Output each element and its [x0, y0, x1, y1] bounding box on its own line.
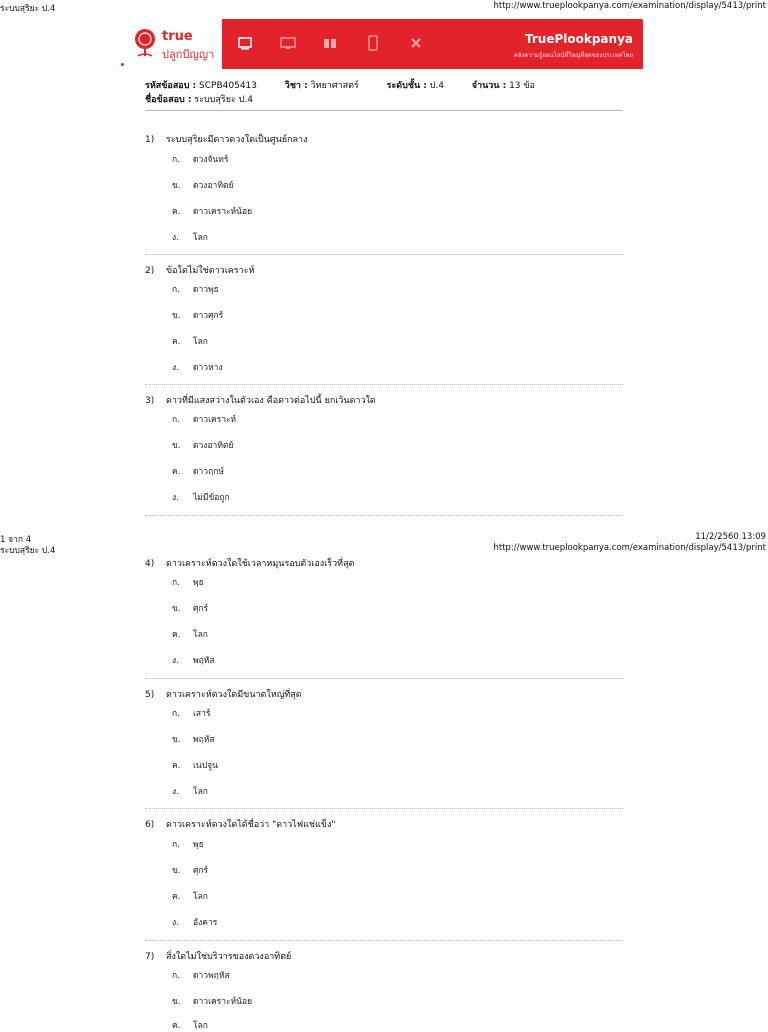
book-icon[interactable] — [321, 34, 339, 52]
choice-c[interactable]: ค. โลก — [172, 892, 208, 902]
choice-b[interactable]: ข. ดวงอาทิตย์ — [172, 441, 234, 451]
level-value: ป.4 — [429, 81, 445, 91]
question-number: 6) — [145, 820, 155, 830]
cross-icon[interactable] — [407, 34, 425, 52]
choice-b[interactable]: ข. ศุกร์ — [172, 604, 209, 614]
count-label: จำนวน : — [471, 81, 507, 91]
divider — [145, 678, 623, 679]
choice-d[interactable]: ง. ดาวหาง — [172, 363, 223, 373]
choice-d[interactable]: ง. ไม่มีข้อถูก — [172, 493, 230, 503]
level-label: ระดับชั้น : — [386, 81, 427, 91]
choice-c[interactable]: ค. โลก — [172, 337, 208, 347]
choice-b[interactable]: ข. พฤหัส — [172, 735, 215, 745]
question-number: 2) — [145, 266, 155, 276]
count-value: 13 ข้อ — [509, 81, 535, 91]
choice-b[interactable]: ข. ศุกร์ — [172, 866, 209, 876]
question-2 — [145, 263, 623, 373]
divider — [145, 940, 623, 941]
question-text: สิ่งใดไม่ใช่บริวารของดวงอาทิตย์ — [166, 952, 292, 962]
question-text: ระบบสุริยะมีดาวดวงใดเป็นศูนย์กลาง — [166, 135, 308, 145]
choice-c[interactable]: ค. โลก — [172, 1021, 208, 1031]
print-header-title: ระบบสุริยะ ป.4 — [0, 4, 56, 14]
code-label: รหัสข้อสอบ : — [145, 81, 197, 91]
question-5 — [145, 687, 623, 797]
banner-nav-bar — [222, 19, 643, 69]
logo[interactable] — [122, 19, 222, 69]
question-3 — [145, 393, 623, 503]
choice-d[interactable]: ง. พฤหัส — [172, 656, 215, 666]
question-text: ข้อใดไม่ใช่ดาวเคราะห์ — [166, 266, 255, 276]
question-number: 1) — [145, 135, 155, 145]
logo-true-text: true — [162, 29, 193, 44]
print-header-url[interactable]: http://www.trueplookpanya.com/examination/display/5413/print — [493, 1, 766, 11]
choice-a[interactable]: ก. ดาวเคราะห์ — [172, 415, 237, 425]
divider — [145, 384, 623, 385]
name-label: ชื่อข้อสอบ : — [145, 95, 192, 105]
subject-value: วิทยาศาสตร์ — [310, 81, 359, 91]
print-header — [0, 1, 768, 13]
choice-a[interactable]: ก. ดาวพุธ — [172, 285, 219, 295]
page-count: 1 จาก 4 — [0, 535, 32, 545]
question-4 — [145, 556, 623, 666]
choice-a[interactable]: ก. พุธ — [172, 578, 204, 588]
question-7 — [145, 949, 623, 1031]
print-header — [0, 543, 768, 555]
choice-d[interactable]: ง. โลก — [172, 233, 208, 243]
exam-info — [145, 78, 623, 106]
phone-icon[interactable] — [364, 34, 382, 52]
choice-b[interactable]: ข. ดาวเคราะห์น้อย — [172, 997, 253, 1007]
question-number: 3) — [145, 396, 155, 406]
site-banner — [122, 19, 643, 69]
choice-b[interactable]: ข. ดาวศุกร์ — [172, 311, 224, 321]
divider — [145, 808, 623, 809]
choice-b[interactable]: ข. ดวงอาทิตย์ — [172, 181, 234, 191]
monitor-icon[interactable] — [279, 34, 297, 52]
choice-c[interactable]: ค. โลก — [172, 630, 208, 640]
choice-d[interactable]: ง. โลก — [172, 787, 208, 797]
question-number: 5) — [145, 690, 155, 700]
choice-a[interactable]: ก. เสาร์ — [172, 709, 211, 719]
question-text: ดาวที่มีแสงสว่างในตัวเอง คือดาวต่อไปนี้ ยกเว้นดาวใด — [166, 396, 376, 406]
divider — [145, 254, 623, 255]
logo-sub-text: ปลูกปัญญา — [162, 48, 215, 61]
choice-a[interactable]: ก. ดวงจันทร์ — [172, 155, 229, 165]
decorative-dot — [121, 63, 124, 66]
tv-icon[interactable] — [236, 34, 254, 52]
choice-c[interactable]: ค. เนปจูน — [172, 761, 218, 771]
question-number: 7) — [145, 952, 155, 962]
choice-c[interactable]: ค. ดาวฤกษ์ — [172, 467, 224, 477]
brand-title[interactable]: TruePlookpanya — [525, 32, 633, 46]
divider — [145, 515, 623, 516]
subject-label: วิชา : — [284, 81, 308, 91]
code-value: SCPB405413 — [199, 81, 258, 91]
brand-tagline: คลังความรู้ออนไลน์ที่ใหญ่ที่สุดของประเทศไทย — [513, 52, 633, 59]
tree-logo-icon — [132, 28, 158, 58]
question-6 — [145, 817, 623, 928]
choice-a[interactable]: ก. พุธ — [172, 840, 204, 850]
print-header-url[interactable]: http://www.trueplookpanya.com/examination/display/5413/print — [493, 543, 766, 553]
name-value: ระบบสุริยะ ป.4 — [194, 95, 253, 105]
print-header-title: ระบบสุริยะ ป.4 — [0, 546, 56, 556]
question-text: ดาวเคราะห์ดวงใดใช้เวลาหมุนรอบตัวเองเร็วที่สุด — [166, 559, 355, 569]
choice-c[interactable]: ค. ดาวเคราะห์น้อย — [172, 207, 253, 217]
question-text: ดาวเคราะห์ดวงใดมีขนาดใหญ่ที่สุด — [166, 690, 302, 700]
choice-d[interactable]: ง. อังคาร — [172, 918, 218, 928]
question-number: 4) — [145, 559, 155, 569]
choice-a[interactable]: ก. ดาวพฤหัส — [172, 971, 230, 981]
print-date: 11/2/2560 13:09 — [695, 532, 766, 542]
question-text: ดาวเคราะห์ดวงใดได้ชื่อว่า "ดาวไฟแช่แข็ง" — [166, 820, 336, 830]
question-1 — [145, 132, 623, 243]
divider — [145, 110, 623, 111]
